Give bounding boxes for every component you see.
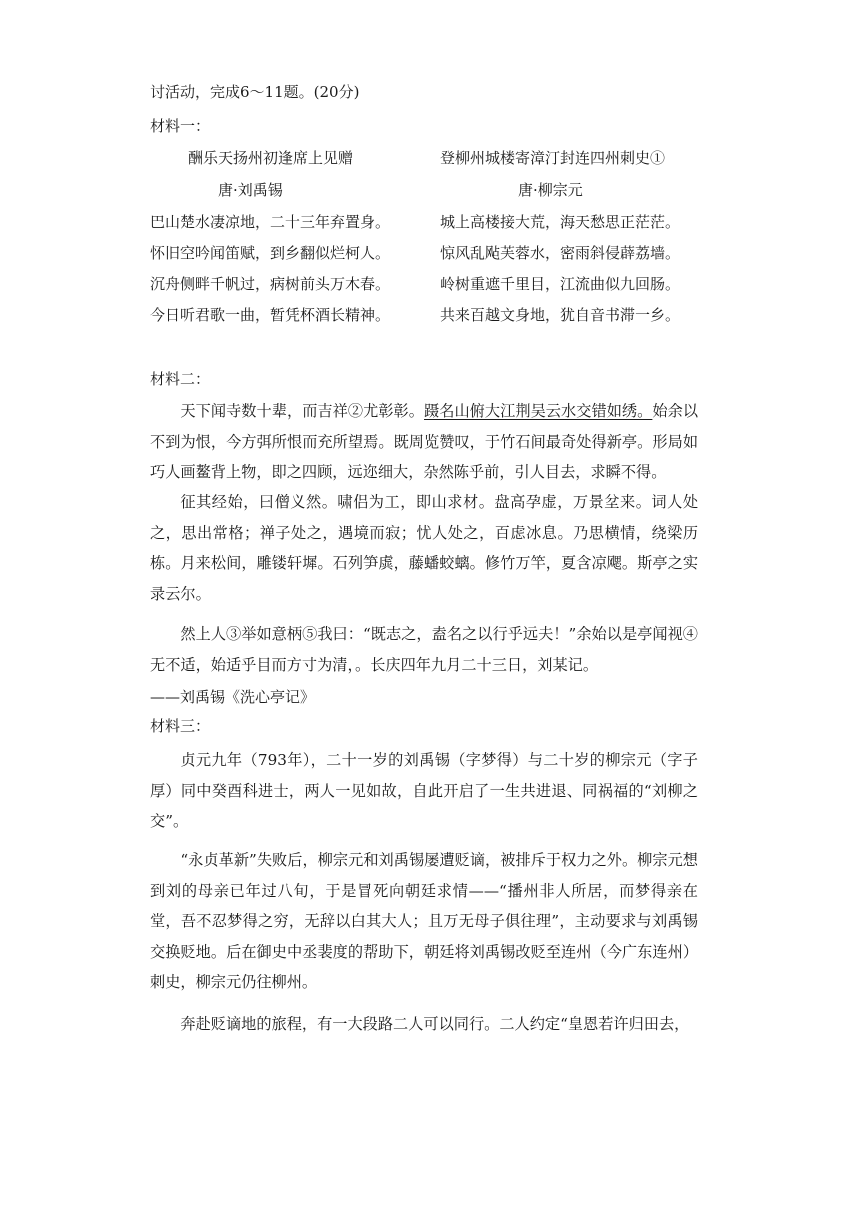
poem-left-author: 唐·刘禹锡 <box>218 181 283 199</box>
material2-paragraph-3: 然上人③举如意柄⑤我曰：“既志之，盍名之以行乎远夫！”余始以是亭闻视④无不适，始适乎目而方寸为清，。长庆四年九月二十三日，刘某记。 <box>150 625 698 674</box>
material3-label: 材料三： <box>150 717 211 735</box>
poem-left-line-2: 怀旧空吟闻笛赋，到乡翻似烂柯人。 <box>150 244 391 262</box>
poem-right-author: 唐·柳宗元 <box>518 181 583 199</box>
intro-line: 讨活动，完成6～11题。(20分) <box>150 83 360 101</box>
poem-right-line-2: 惊风乱飐芙蓉水，密雨斜侵薜荔墙。 <box>440 244 681 262</box>
poem-right-line-4: 共来百越文身地，犹自音书滞一乡。 <box>440 306 681 324</box>
poem-left-title: 酬乐天扬州初逢席上见赠 <box>188 149 354 167</box>
poem-left-line-1: 巴山楚水凄凉地，二十三年弃置身。 <box>150 213 391 231</box>
material3-paragraph-1: 贞元九年（793年），二十一岁的刘禹锡（字梦得）与二十岁的柳宗元（字子厚）同中癸酉科进士，两人一见如故，自此开启了一生共进退、同祸福的“刘柳之交”。 <box>150 751 698 830</box>
material2-source: ——刘禹锡《洗心亭记》 <box>150 688 316 706</box>
material3-paragraph-2: “永贞革新”失败后，柳宗元和刘禹锡屡遭贬谪，被排斥于权力之外。柳宗元想到刘的母亲已年过八旬，于是冒死向朝廷求情——“播州非人所居，而梦得亲在堂，吾不忍梦得之穷，无辞以白其大人；且万无母子俱往理”，主动要求与刘禹锡交换贬地。后在御史中丞裴度的帮助下，朝廷将刘禹锡改贬至连州（今广东连州）刺史，柳宗元仍往柳州。 <box>150 851 698 991</box>
material2-paragraph-1 <box>150 396 698 488</box>
poem-left-line-3: 沉舟侧畔千帆过，病树前头万木春。 <box>150 275 391 293</box>
poem-right-title: 登柳州城楼寄漳汀封连四州刺史① <box>440 149 666 167</box>
material3-paragraph-3: 奔赴贬谪地的旅程，有一大段路二人可以同行。二人约定“皇恩若许归田去， <box>180 1015 690 1033</box>
material1-label: 材料一： <box>150 117 211 135</box>
underlined-sentence: 蹑名山俯大江荆吴云水交错如绣。 <box>424 402 653 420</box>
poem-right-line-3: 岭树重遮千里目，江流曲似九回肠。 <box>440 275 681 293</box>
poem-right-line-1: 城上高楼接大荒，海天愁思正茫茫。 <box>440 213 681 231</box>
material2-label: 材料二： <box>150 370 211 388</box>
poem-left-line-4: 今日听君歌一曲，暂凭杯酒长精神。 <box>150 306 391 324</box>
material2-paragraph-2: 征其经始，曰僧义然。啸侣为工，即山求材。盘高孕虚，万景坌来。词人处之，思出常格；禅子处之，遇境而寂；忧人处之，百虑冰息。乃思横情，绕梁历栋。月来松间，雕镂轩墀。石列笋虡，藤蟠蛟螭。修竹万竿，夏含凉飔。斯亭之实录云尔。 <box>150 493 698 603</box>
material2-p1-start: 天下闻寺数十辈，而吉祥②尤彰彰。 <box>180 402 424 420</box>
material2-p1-rest: 始余以不到为恨，今方弭所恨而充所望焉。既周览赞叹，于竹石间最奇处得新亭。形局如巧人画鳌背上物，即之四顾，远迩细大，杂然陈乎前，引人目去，求瞬不得。 <box>150 402 699 481</box>
